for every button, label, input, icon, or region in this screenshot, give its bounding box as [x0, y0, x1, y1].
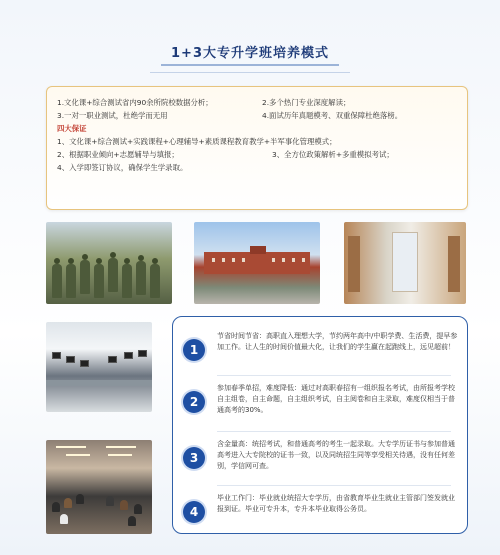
classroom-photo	[46, 440, 152, 534]
advantage-text: 参加春季单招，难度降低：通过对高职春招有一组织报名考试，由所报考学校自主组卷，自主命题，自主组织考试，自主阅卷和自主录取，难度仅相当于普通高考的30%。	[217, 384, 455, 414]
divider	[217, 431, 451, 432]
divider	[217, 375, 451, 376]
info-text: 2.多个热门专业深度解读；	[262, 98, 351, 107]
info-text: 4.面试历年真题模考、双重保障杜绝落榜。	[262, 111, 403, 120]
advantage-item-3	[183, 439, 461, 483]
info-text: 1.文化课+综合测试省内90余所院校数据分析；	[57, 98, 213, 107]
title-divider	[150, 72, 350, 73]
number-badge: 4	[183, 501, 205, 523]
guarantee-item: 3、全方位政策解析+多重模拟考试；	[272, 150, 394, 159]
info-text: 3.一对一职业测试，杜绝学而无用	[57, 111, 168, 120]
dormitory-photo	[344, 222, 466, 304]
advantage-item-4	[183, 493, 461, 537]
info-row-2	[57, 109, 457, 122]
computer-lab-photo	[46, 322, 152, 412]
info-row-4	[57, 148, 457, 161]
advantage-item-2	[183, 383, 461, 427]
number-badge: 2	[183, 391, 205, 413]
advantage-text: 毕业工作门：毕业就业统招大专学历，由省教育毕业生就业主管部门签发就业报到证。毕业可专升本，专升本毕业取得公务员。	[217, 494, 455, 513]
number-badge: 3	[183, 447, 205, 469]
advantage-text: 节省时间节省：高职直入理想大学，节约两年高中/中职学费、生活费，提早参加工作。让人生的时间价值最大化，让我们的学生赢在起跑线上，远见超前！	[217, 332, 458, 351]
campus-building-photo	[194, 222, 320, 304]
military-training-photo	[46, 222, 172, 304]
advantage-text: 含金量高：统招考试，和普通高考的考生一起录取。大专学历证书与参加普通高考进入大专院校的证书一致，以及同统招生同等享受相关待遇，没有任何差别，学信网可查。	[217, 440, 455, 470]
guarantee-item: 1、文化课+综合测试+实践课程+心理辅导+素质课程教育教学+半军事化管理模式；	[57, 137, 337, 146]
guarantee-heading: 四大保证	[57, 124, 87, 133]
guarantee-item: 2、根据职业倾向+志愿辅导与填报；	[57, 150, 179, 159]
guarantee-item: 4、入学即签订协议，确保学生学录取。	[57, 163, 188, 172]
header	[0, 42, 500, 66]
info-row-1	[57, 96, 457, 109]
number-badge: 1	[183, 339, 205, 361]
advantage-item-1	[183, 331, 461, 375]
advantages-panel	[172, 316, 468, 534]
page-title: 1+3大专升学班培养模式	[161, 42, 339, 66]
divider	[217, 485, 451, 486]
info-box	[46, 86, 468, 210]
